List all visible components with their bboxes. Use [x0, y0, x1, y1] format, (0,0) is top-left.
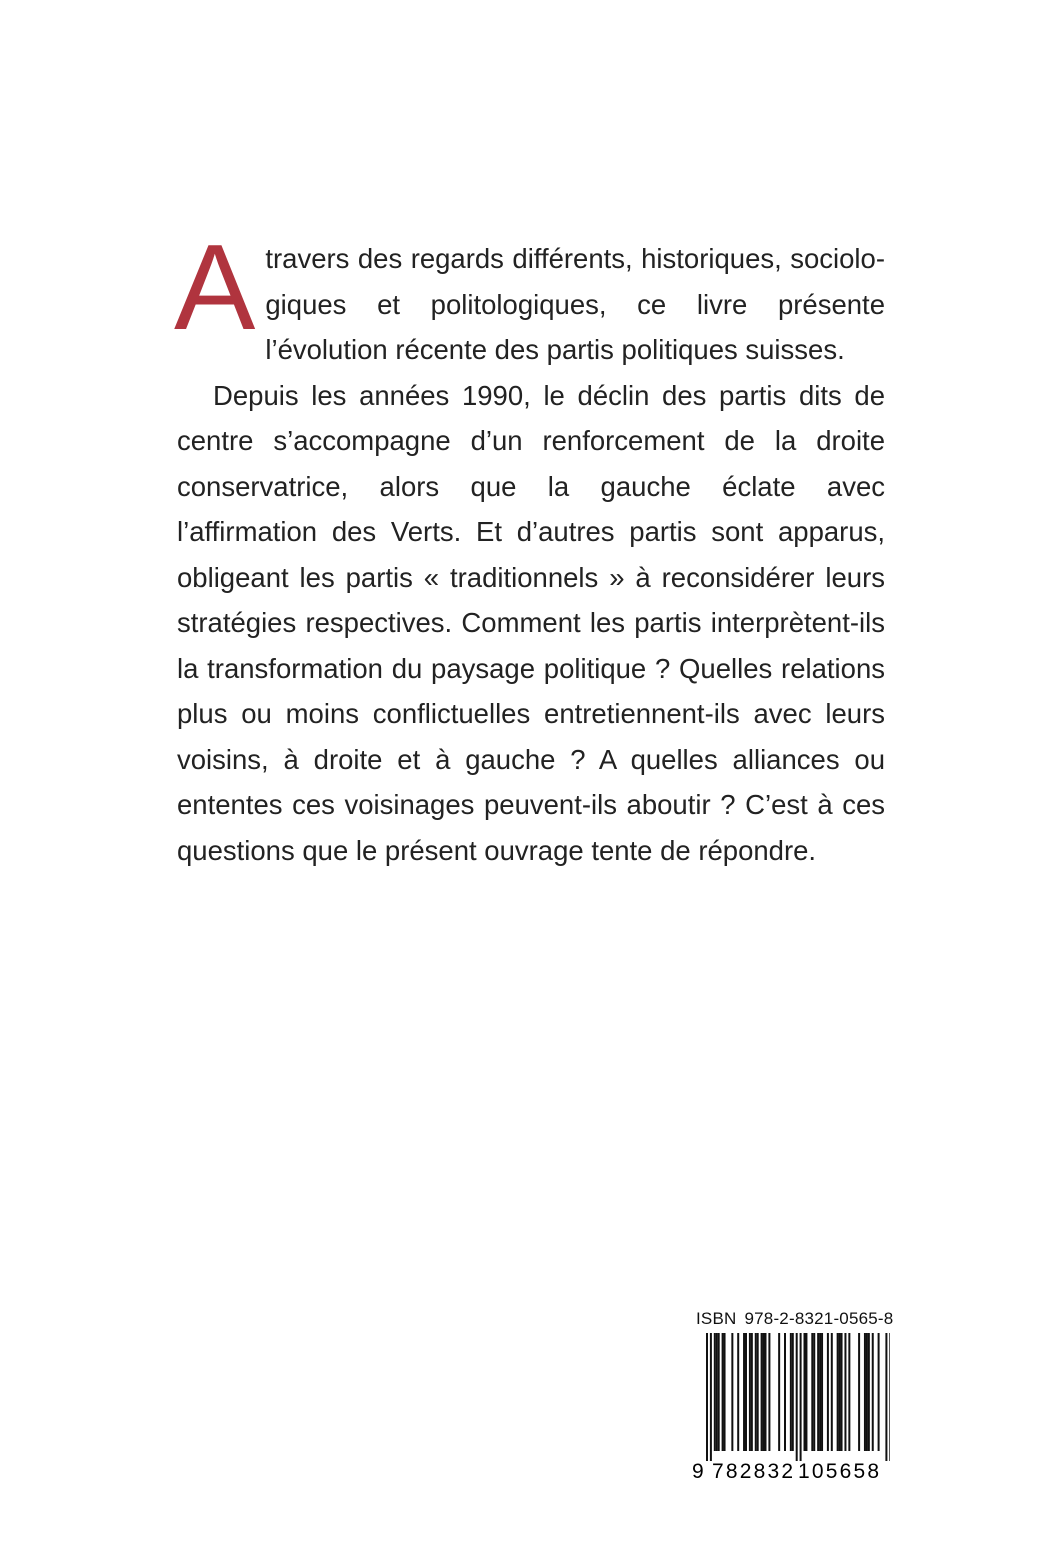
barcode-bar: [784, 1333, 786, 1451]
barcode-bar: [761, 1333, 763, 1451]
barcode-bar: [827, 1333, 829, 1451]
barcode-bar: [868, 1333, 870, 1451]
barcode-bar: [878, 1333, 880, 1451]
barcode-bar: [844, 1333, 846, 1451]
barcode-bar: [718, 1333, 720, 1451]
isbn-number: 978-2-8321-0565-8: [744, 1309, 894, 1328]
barcode-bar: [710, 1333, 712, 1461]
barcode-bar: [848, 1333, 850, 1451]
barcode-bar: [724, 1333, 726, 1451]
barcode-bar: [743, 1333, 745, 1451]
barcode-bar: [805, 1333, 807, 1451]
isbn-barcode-block: [690, 1309, 894, 1489]
barcode-bar: [790, 1333, 792, 1451]
barcode-bar: [858, 1333, 860, 1451]
barcode-bar: [864, 1333, 866, 1451]
barcode-bar: [817, 1333, 819, 1451]
barcode-bar: [831, 1333, 833, 1451]
barcode-bar: [716, 1333, 718, 1451]
drop-cap: A: [174, 219, 256, 355]
barcode-digits-left: 782832: [712, 1460, 796, 1481]
description-paragraph-1: [174, 219, 885, 373]
description-paragraph-2: Depuis les années 1990, le déclin des partis dits de centre s’accompagne d’un renforcement de la droite conservatrice, alors que la gauche éclate avec l’affirmation des Verts. Et d’autres partis sont apparus, obligeant les partis « traditionnels » à reconsidérer leurs stratégies respectives. Comment les partis interprètent-ils la transformation du paysage politique ? Quelles relations plus ou moins conflictuelles entretiennent-ils avec leurs voisins, à droite et à gauche ? A quelles alliances ou ententes ces voisinages peuvent-ils aboutir ? C’est à ces questions que le présent ouvrage tente de répondre.: [177, 379, 885, 866]
barcode-bar: [804, 1333, 806, 1451]
isbn-label: [696, 1309, 893, 1329]
barcode-bar: [796, 1333, 798, 1461]
barcode-bar: [714, 1333, 716, 1451]
barcode-bar: [841, 1333, 843, 1451]
barcode-bar: [811, 1333, 813, 1451]
barcode-bar: [885, 1333, 887, 1461]
barcode-bar: [737, 1333, 739, 1451]
barcode-bar: [792, 1333, 794, 1451]
barcode-bar: [819, 1333, 821, 1451]
barcode-bar: [839, 1333, 841, 1451]
barcode-bar: [763, 1333, 765, 1451]
barcode-bar: [745, 1333, 747, 1451]
barcode-bar: [821, 1333, 823, 1451]
barcode-bar: [706, 1333, 708, 1461]
barcode-bar: [813, 1333, 815, 1451]
barcode-image: [690, 1333, 890, 1481]
back-cover-description: [174, 219, 885, 873]
barcode-bar: [872, 1333, 874, 1451]
isbn-prefix: ISBN: [696, 1309, 737, 1328]
barcode-bar: [889, 1333, 890, 1461]
barcode-bar: [731, 1333, 733, 1451]
barcode-digit-first: 9: [692, 1460, 704, 1481]
barcode-bar: [751, 1333, 753, 1451]
barcode-bar: [768, 1333, 770, 1451]
barcode-bar: [765, 1333, 767, 1451]
barcode-bar: [749, 1333, 751, 1451]
barcode-bar: [778, 1333, 780, 1451]
barcode-digits-right: 105658: [798, 1460, 882, 1481]
barcode-bar: [800, 1333, 802, 1461]
barcode-bar: [866, 1333, 868, 1451]
barcode-bar: [722, 1333, 724, 1451]
barcode-bar: [837, 1333, 839, 1451]
barcode-bar: [755, 1333, 757, 1451]
paragraph-1-text: travers des regards différents, historiques, sociologiques et politologiques, ce livre présente l’évolution récente des partis politiques suisses.: [265, 243, 885, 365]
barcode-bar: [757, 1333, 759, 1451]
